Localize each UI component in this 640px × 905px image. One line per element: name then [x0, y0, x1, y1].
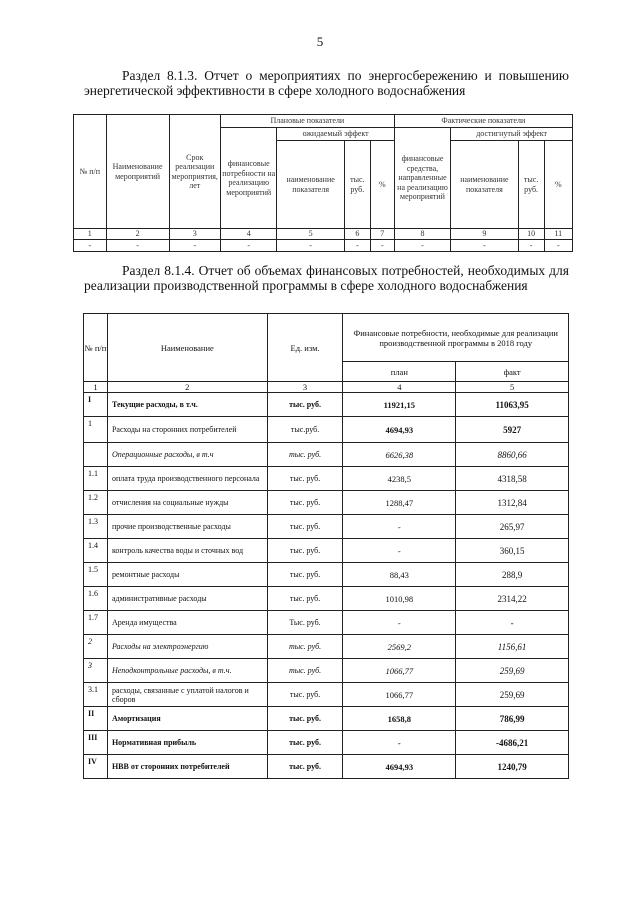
row-number: 1.1	[84, 467, 108, 491]
row-fact: -4686,21	[456, 731, 569, 755]
cell: -	[74, 240, 107, 252]
table-row	[84, 707, 569, 731]
row-plan: 1066,77	[343, 659, 456, 683]
row-name: Текущие расходы, в т.ч.	[107, 393, 267, 417]
row-name: оплата труда производственного персонала	[107, 467, 267, 491]
row-unit: тыс.руб.	[267, 417, 343, 443]
table-row	[84, 417, 569, 443]
row-fact: 259,69	[456, 683, 569, 707]
row-number: 1.5	[84, 563, 108, 587]
table-row	[84, 393, 569, 417]
col-num: 6	[344, 229, 370, 240]
row-plan: -	[343, 539, 456, 563]
row-fact: 1312,84	[456, 491, 569, 515]
row-plan: -	[343, 731, 456, 755]
column-numbers-row	[74, 229, 573, 240]
row-plan: -	[343, 515, 456, 539]
col-num: 4	[343, 382, 456, 393]
row-name: прочие производственные расходы	[107, 515, 267, 539]
row-unit: тыс. руб.	[267, 563, 343, 587]
table-row	[84, 491, 569, 515]
row-name: Амортизация	[107, 707, 267, 731]
header-financial-needs: Финансовые потребности, необходимые для реализации производственной программы в 2018 году	[343, 314, 569, 362]
header-term: Срок реализации мероприятия, лет	[169, 115, 220, 229]
table-row	[74, 240, 573, 252]
row-number: II	[84, 707, 108, 731]
header-plan: план	[343, 362, 456, 382]
row-plan: 1658,8	[343, 707, 456, 731]
table-row	[84, 755, 569, 779]
col-num: 2	[107, 382, 267, 393]
col-num: 3	[169, 229, 220, 240]
row-unit: тыс. руб.	[267, 539, 343, 563]
col-num: 5	[456, 382, 569, 393]
header-indicator-name: наименование показателя	[277, 141, 344, 229]
row-fact: 2314,22	[456, 587, 569, 611]
header-fact: факт	[456, 362, 569, 382]
row-plan: -	[343, 611, 456, 635]
col-num: 5	[277, 229, 344, 240]
row-name: Неподконтрольные расходы, в т.ч.	[107, 659, 267, 683]
header-rub-2: тыс. руб.	[518, 141, 544, 229]
table-row	[84, 635, 569, 659]
header-unit: Ед. изм.	[267, 314, 343, 382]
col-num: 1	[84, 382, 108, 393]
row-number: 3	[84, 659, 108, 683]
row-plan: 2569,2	[343, 635, 456, 659]
header-pct-2: %	[544, 141, 572, 229]
row-name: Аренда имущества	[107, 611, 267, 635]
row-plan: 6626,38	[343, 443, 456, 467]
header-fact-indicators: Фактические показатели	[394, 115, 572, 128]
row-fact: 8860,66	[456, 443, 569, 467]
row-plan: 4694,93	[343, 417, 456, 443]
row-unit: тыс. руб.	[267, 635, 343, 659]
col-num: 7	[370, 229, 394, 240]
table-row	[84, 539, 569, 563]
row-plan: 1288,47	[343, 491, 456, 515]
col-num: 10	[518, 229, 544, 240]
table-row	[84, 563, 569, 587]
row-unit: тыс. руб.	[267, 755, 343, 779]
row-fact: 360,15	[456, 539, 569, 563]
table-row	[84, 443, 569, 467]
row-plan: 4694,93	[343, 755, 456, 779]
cell: -	[220, 240, 276, 252]
table-row	[84, 659, 569, 683]
row-number: I	[84, 393, 108, 417]
row-fact: 259,69	[456, 659, 569, 683]
header-num: № п/п	[74, 115, 107, 229]
row-unit: тыс. руб.	[267, 393, 343, 417]
section-8-1-4-heading: Раздел 8.1.4. Отчет об объемах финансовых потребностей, необходимых для реализации производственной программы в сфере холодного водоснабжения	[84, 263, 569, 293]
row-number: IV	[84, 755, 108, 779]
col-num: 3	[267, 382, 343, 393]
cell: -	[344, 240, 370, 252]
row-plan: 11921,15	[343, 393, 456, 417]
cell: -	[544, 240, 572, 252]
cell: -	[451, 240, 518, 252]
row-number	[84, 443, 108, 467]
page-number: 5	[316, 34, 324, 49]
row-fact: 288,9	[456, 563, 569, 587]
cell: -	[518, 240, 544, 252]
row-name: НВВ от сторонних потребителей	[107, 755, 267, 779]
col-num: 4	[220, 229, 276, 240]
row-unit: тыс. руб.	[267, 443, 343, 467]
row-fact: 11063,95	[456, 393, 569, 417]
header-fin-needs: финансовые потребности на реализацию мероприятий	[220, 128, 276, 229]
row-name: отчисления на социальные нужды	[107, 491, 267, 515]
row-name: Расходы на электроэнергию	[107, 635, 267, 659]
row-plan: 1010,98	[343, 587, 456, 611]
row-plan: 1066,77	[343, 683, 456, 707]
cell: -	[277, 240, 344, 252]
cell: -	[169, 240, 220, 252]
table-row	[84, 587, 569, 611]
row-number: 3.1	[84, 683, 108, 707]
row-name: Нормативная прибыль	[107, 731, 267, 755]
row-unit: тыс. руб.	[267, 491, 343, 515]
energy-saving-measures-table	[73, 114, 573, 252]
row-fact: 5927	[456, 417, 569, 443]
cell: -	[106, 240, 169, 252]
header-name: Наименование мероприятий	[106, 115, 169, 229]
col-num: 9	[451, 229, 518, 240]
row-fact: 786,99	[456, 707, 569, 731]
row-number: 1.4	[84, 539, 108, 563]
row-unit: тыс. руб.	[267, 683, 343, 707]
row-unit: тыс. руб.	[267, 659, 343, 683]
row-number: 1.7	[84, 611, 108, 635]
col-num: 8	[394, 229, 450, 240]
table-row	[84, 683, 569, 707]
row-number: 1.3	[84, 515, 108, 539]
table-row	[84, 467, 569, 491]
row-name: Расходы на сторонних потребителей	[107, 417, 267, 443]
header-pct: %	[370, 141, 394, 229]
row-fact: 4318,58	[456, 467, 569, 491]
col-num: 11	[544, 229, 572, 240]
header-plan-indicators: Плановые показатели	[220, 115, 394, 128]
row-unit: тыс. руб.	[267, 467, 343, 491]
row-number: 1	[84, 417, 108, 443]
row-fact: 1240,79	[456, 755, 569, 779]
row-number: 1.6	[84, 587, 108, 611]
row-unit: тыс. руб.	[267, 515, 343, 539]
header-rub: тыс. руб.	[344, 141, 370, 229]
col-num: 2	[106, 229, 169, 240]
row-plan: 88,43	[343, 563, 456, 587]
row-fact: 265,97	[456, 515, 569, 539]
header-num: № п/п	[84, 314, 108, 382]
header-indicator-name-2: наименование показателя	[451, 141, 518, 229]
row-name: контроль качества воды и сточных вод	[107, 539, 267, 563]
header-achieved-effect: достигнутый эффект	[451, 128, 573, 141]
cell: -	[394, 240, 450, 252]
section-8-1-3-heading: Раздел 8.1.3. Отчет о мероприятиях по энергосбережению и повышению энергетической эффективности в сфере холодного водоснабжения	[84, 68, 569, 98]
row-unit: тыс. руб.	[267, 731, 343, 755]
header-name: Наименование	[107, 314, 267, 382]
row-fact: 1156,61	[456, 635, 569, 659]
row-name: Операционные расходы, в т.ч	[107, 443, 267, 467]
table-row	[84, 731, 569, 755]
row-unit: тыс. руб.	[267, 707, 343, 731]
row-plan: 4238,5	[343, 467, 456, 491]
header-fin-spent: финансовые средства, направленные на реализацию мероприятий	[394, 128, 450, 229]
row-number: 2	[84, 635, 108, 659]
cell: -	[370, 240, 394, 252]
column-numbers-row	[84, 382, 569, 393]
table-row	[84, 611, 569, 635]
row-unit: Тыс. руб.	[267, 611, 343, 635]
row-number: 1.2	[84, 491, 108, 515]
row-name: административные расходы	[107, 587, 267, 611]
col-num: 1	[74, 229, 107, 240]
row-name: ремонтные расходы	[107, 563, 267, 587]
row-unit: тыс. руб.	[267, 587, 343, 611]
financial-needs-table	[83, 313, 569, 779]
header-expected-effect: ожидаемый эффект	[277, 128, 394, 141]
table-row	[84, 515, 569, 539]
row-fact: -	[456, 611, 569, 635]
row-name: расходы, связанные с уплатой налогов и сборов	[107, 683, 267, 707]
row-number: III	[84, 731, 108, 755]
